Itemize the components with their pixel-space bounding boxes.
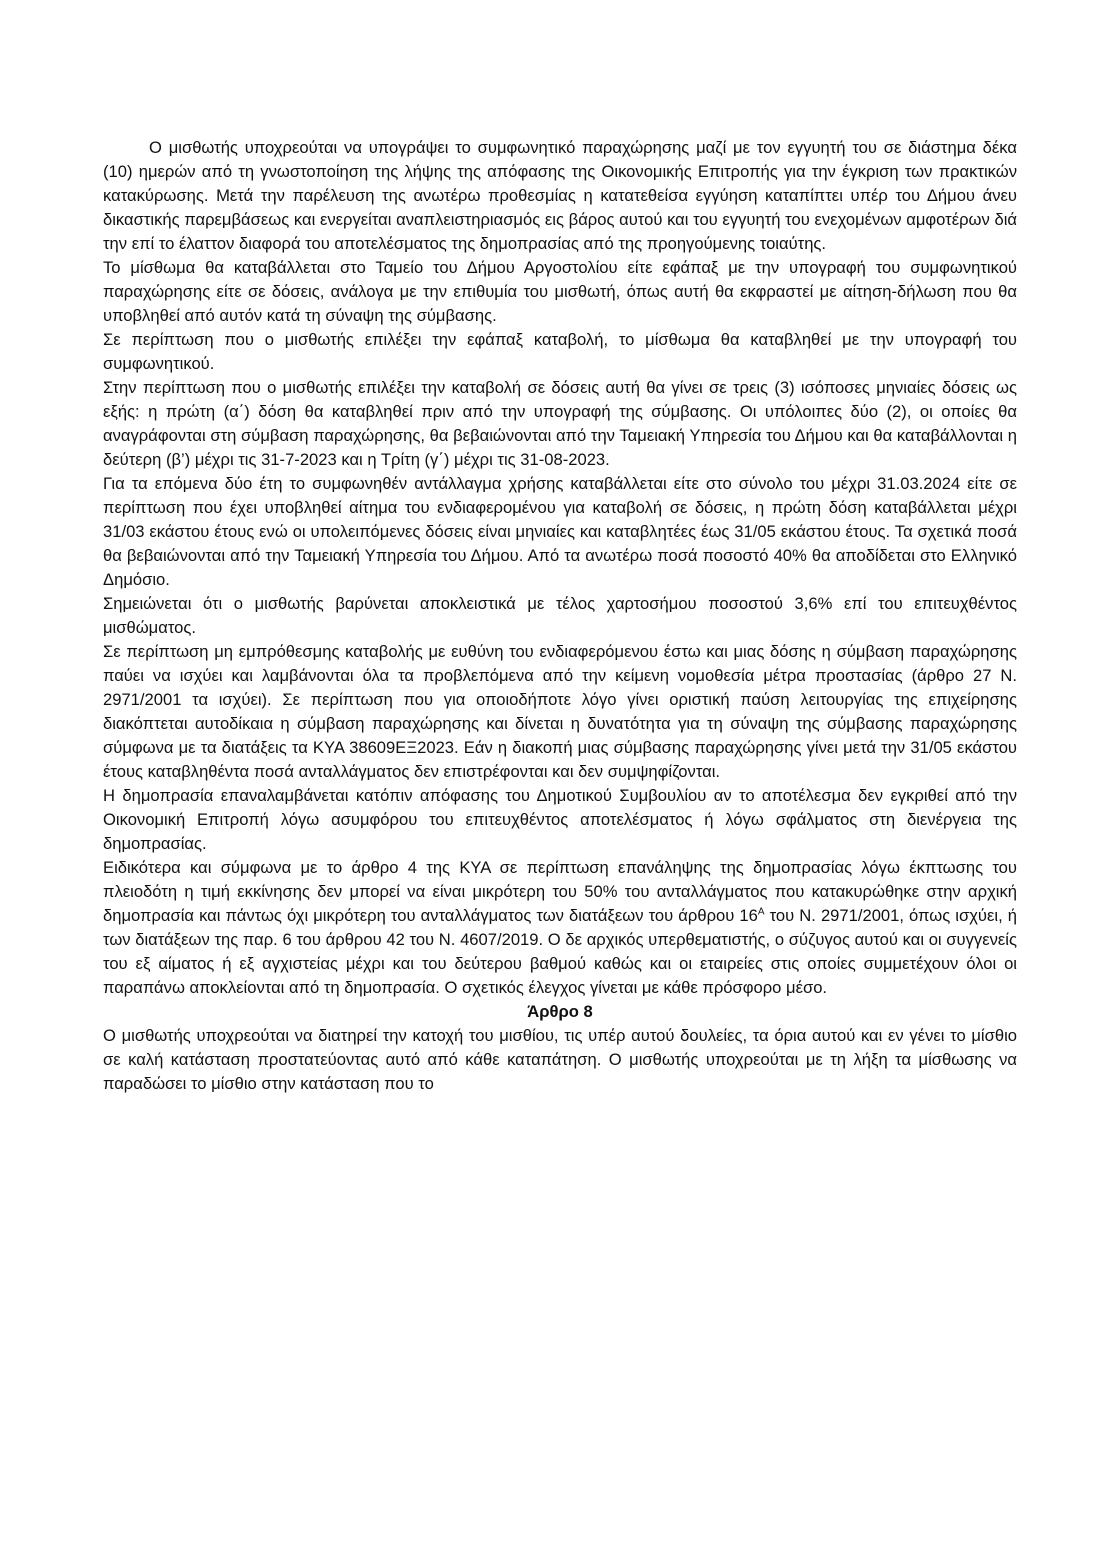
paragraph-rent-payment: Το μίσθωμα θα καταβάλλεται στο Ταμείο του Δήμου Αργοστολίου είτε εφάπαξ με την υπογραφή του συμφωνητικού παραχώρησης είτε σε δόσεις, ανάλογα με την επιθυμία του μισθωτή, όπως αυτή θα εκφραστεί με αίτηση-δήλωση που θα υποβληθεί από αυτόν κατά τη σύναψη της σύμβασης. xyxy=(103,258,1017,325)
paragraph-lump-sum-payment: Σε περίπτωση που ο μισθωτής επιλέξει την εφάπαξ καταβολή, το μίσθωμα θα καταβληθεί με την υπογραφή του συμφωνητικού. xyxy=(103,330,1017,373)
paragraph-auction-repeat: Η δημοπρασία επαναλαμβάνεται κατόπιν απόφασης του Δημοτικού Συμβουλίου αν το αποτέλεσμα δεν εγκριθεί από την Οικονομική Επιτροπή λόγω ασυμφόρου του επιτευχθέντος αποτελέσματος ή λόγω σφάλματος στη διενέργεια της δημοπρασίας. xyxy=(103,786,1017,853)
paragraph-late-payment: Σε περίπτωση μη εμπρόθεσμης καταβολής με ευθύνη του ενδιαφερόμενου έστω και μιας δόσης η σύμβαση παραχώρησης παύει να ισχύει και λαμβάνονται όλα τα προβλεπόμενα από την κείμενη νομοθεσία μέτρα προστασίας (άρθρο 27 Ν. 2971/2001 τα ισχύει). Σε περίπτωση που για οποιοδήποτε λόγο γίνει οριστική παύση λειτουργίας της επιχείρησης διακόπτεται αυτοδίκαια η σύμβαση παραχώρησης και δίνεται η δυνατότητα για τη σύναψη της σύμβασης παραχώρησης σύμφωνα με τα διατάξεις τα ΚΥΑ 38609ΕΞ2023. Εάν η διακοπή μιας σύμβασης παραχώρησης γίνει μετά την 31/05 εκάστου έτους καταβληθέντα ποσά ανταλλάγματος δεν επιστρέφονται και δεν συμψηφίζονται. xyxy=(103,642,1017,781)
paragraph-text-part: του Ν. 2971/2001, όπως ισχύει, ή των διατάξεων της παρ. 6 του άρθρου 42 του Ν. 4607/2019. Ο δε αρχικός υπερθεματιστής, ο σύζυγος αυτού και οι συγγενείς του εξ αίματος ή εξ αγχιστείας μέχρι και του δεύτερου βαθμού καθώς και οι εταιρείες στις οποίες συμμετέχουν όλοι οι παραπάνω αποκλείονται από τη δημοπρασία. Ο σχετικός έλεγχος γίνεται με κάθε πρόσφορο μέσο. xyxy=(103,906,1017,997)
article-heading: Άρθρο 8 xyxy=(527,1002,593,1021)
paragraph-tenant-maintenance: Ο μισθωτής υποχρεούται να διατηρεί την κατοχή του μισθίου, τις υπέρ αυτού δουλείες, τα όρια αυτού και εν γένει το μίσθιο σε καλή κατάσταση προστατεύοντας αυτό από κάθε καταπάτηση. Ο μισθωτής υποχρεούται με τη λήξη τα μίσθωσης να παραδώσει το μίσθιο στην κατάσταση που το xyxy=(103,1026,1017,1093)
paragraph-repeat-auction-details xyxy=(103,856,1017,1000)
document-page xyxy=(103,136,1017,1096)
paragraph-signing-obligation: Ο μισθωτής υποχρεούται να υπογράψει το συμφωνητικό παραχώρησης μαζί με τον εγγυητή του σε διάστημα δέκα (10) ημερών από τη γνωστοποίηση της λήψης της απόφασης της Οικονομικής Επιτροπής για την έγκριση των πρακτικών κατακύρωσης. Μετά την παρέλευση της ανωτέρω προθεσμίας η κατατεθείσα εγγύηση καταπίπτει υπέρ του Δήμου άνευ δικαστικής παρεμβάσεως και ενεργείται αναπλειστηριασμός εις βάρος αυτού και του εγγυητή του ενεχομένων αμφοτέρων διά την επί το έλαττον διαφορά του αποτελέσματος της δημοπρασίας από της προηγούμενης τοιαύτης. xyxy=(103,138,1017,253)
superscript-letter: Α xyxy=(757,906,765,918)
paragraph-text-part: Ειδικότερα και σύμφωνα με το άρθρο 4 της ΚΥΑ σε περίπτωση επανάληψης της δημοπρασίας λόγω έκπτωσης του πλειοδότη η τιμή εκκίνησης δεν μπορεί να είναι μικρότερη του 50% του ανταλλάγματος που κατακυρώθηκε στην αρχική δημοπρασία και πάντως όχι μικρότερη του ανταλλάγματος των διατάξεων του άρθρου 16 xyxy=(103,858,1017,925)
paragraph-stamp-duty: Σημειώνεται ότι ο μισθωτής βαρύνεται αποκλειστικά με τέλος χαρτοσήμου ποσοστού 3,6% επί του επιτευχθέντος μισθώματος. xyxy=(103,594,1017,637)
paragraph-installments: Στην περίπτωση που ο μισθωτής επιλέξει την καταβολή σε δόσεις αυτή θα γίνει σε τρεις (3) ισόποσες μηνιαίες δόσεις ως εξής: η πρώτη (α΄) δόση θα καταβληθεί πριν από την υπογραφή της σύμβασης. Οι υπόλοιπες δύο (2), οι οποίες θα αναγράφονται στη σύμβαση παραχώρησης, θα βεβαιώνονται από την Ταμειακή Υπηρεσία του Δήμου και θα καταβάλλονται η δεύτερη (β’) μέχρι τις 31-7-2023 και η Τρίτη (γ΄) μέχρι τις 31-08-2023. xyxy=(103,378,1017,469)
paragraph-next-two-years: Για τα επόμενα δύο έτη το συμφωνηθέν αντάλλαγμα χρήσης καταβάλλεται είτε στο σύνολο του μέχρι 31.03.2024 είτε σε περίπτωση που έχει υποβληθεί αίτημα του ενδιαφερομένου για καταβολή σε δόσεις, η πρώτη δόση καταβάλλεται μέχρι 31/03 εκάστου έτους ενώ οι υπολειπόμενες δόσεις είναι μηνιαίες και καταβλητέες έως 31/05 εκάστου έτους. Τα σχετικά ποσά θα βεβαιώνονται από την Ταμειακή Υπηρεσία του Δήμου. Από τα ανωτέρω ποσά ποσοστό 40% θα αποδίδεται στο Ελληνικό Δημόσιο. xyxy=(103,474,1017,589)
